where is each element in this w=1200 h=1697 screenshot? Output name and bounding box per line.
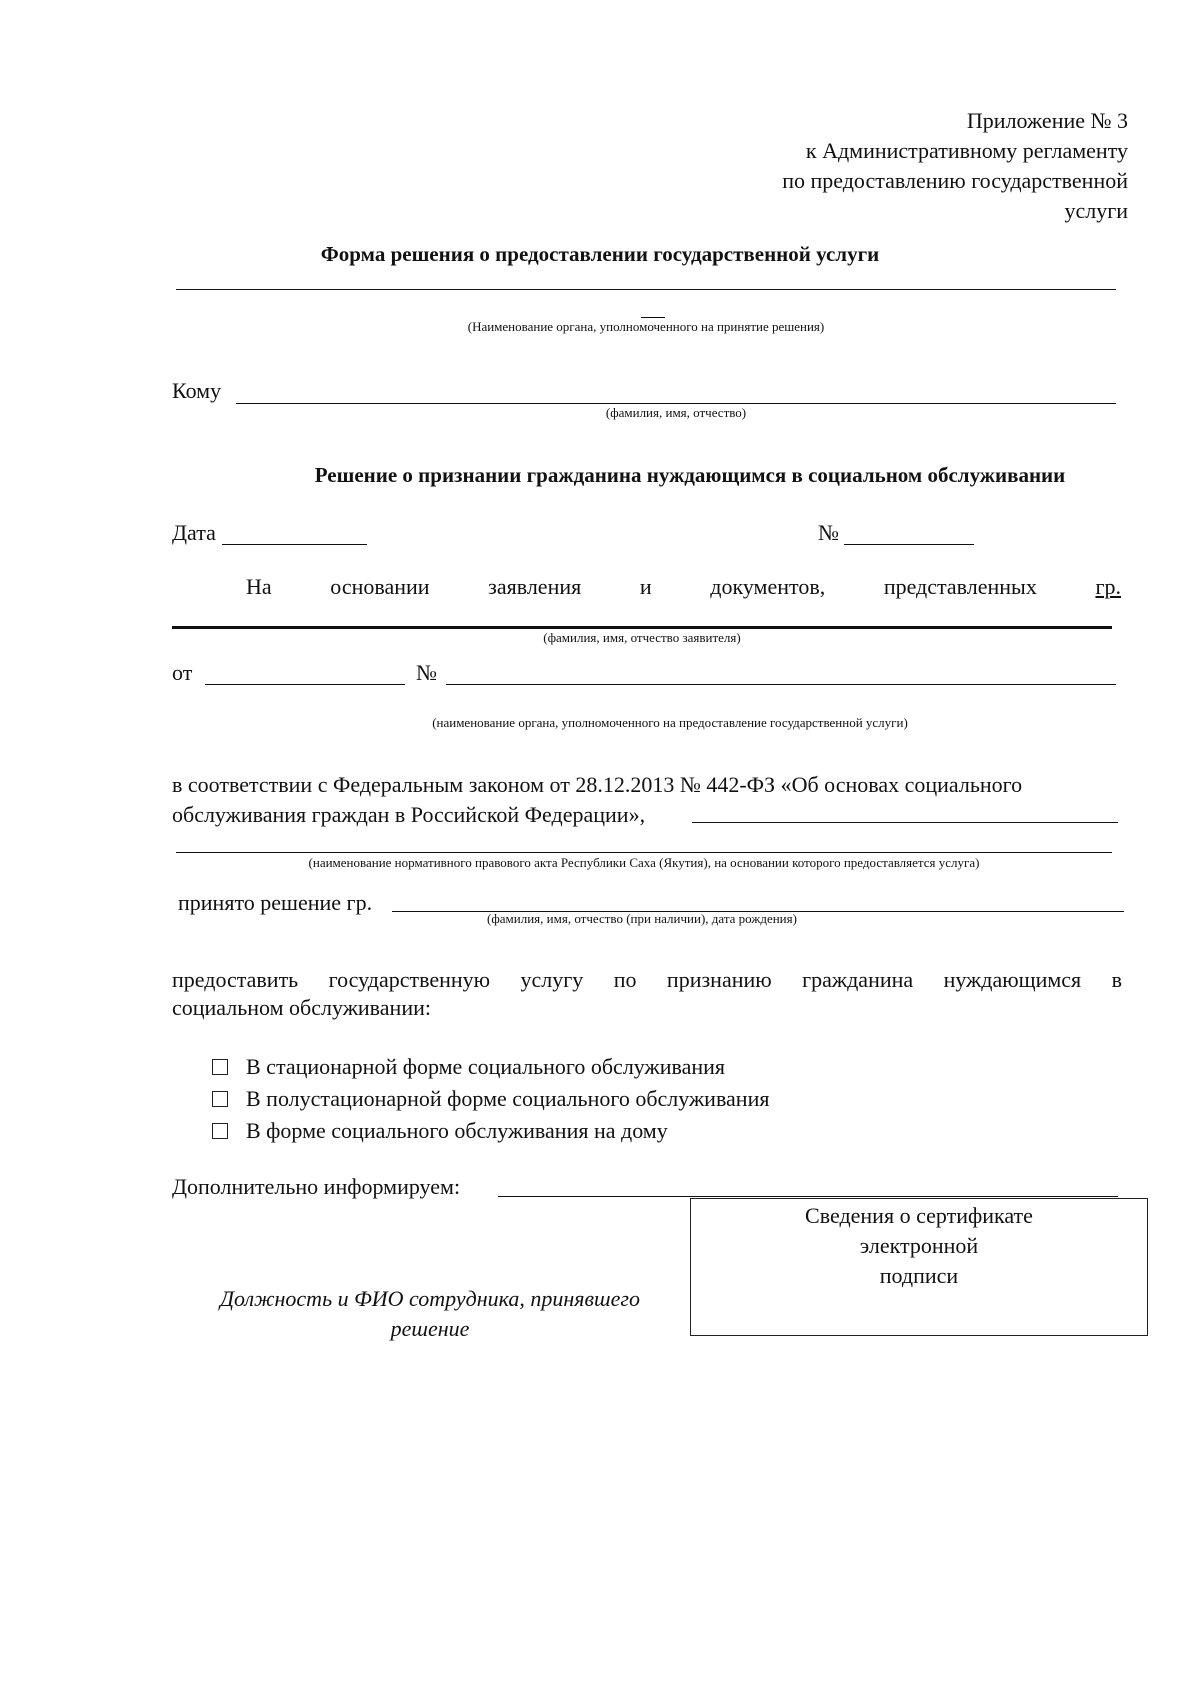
signer-block xyxy=(180,1284,680,1344)
basis-word-6: представленных xyxy=(883,574,1037,599)
applicant-caption: (фамилия, имя, отчество заявителя) xyxy=(543,630,741,645)
additional-field-line[interactable] xyxy=(498,1196,1118,1197)
from-number-field-line[interactable] xyxy=(446,684,1116,685)
checkbox-home[interactable] xyxy=(212,1123,228,1139)
option-home[interactable] xyxy=(212,1116,668,1146)
number-field-line[interactable] xyxy=(844,544,974,545)
applicant-field-line[interactable] xyxy=(172,626,1112,629)
law-caption: (наименование нормативного правового акта Республики Саха (Якутия), на основании которого предоставляется услуга) xyxy=(308,855,980,870)
signer-line-2: решение xyxy=(390,1316,470,1341)
law-field-line[interactable] xyxy=(176,852,1112,853)
option-home-label: В форме социального обслуживания на дому xyxy=(246,1118,668,1143)
certificate-box xyxy=(690,1198,1148,1336)
from-date-field-line[interactable] xyxy=(205,684,405,685)
to-caption: (фамилия, имя, отчество) xyxy=(605,405,747,420)
checkbox-semi-stationary[interactable] xyxy=(212,1091,228,1107)
certificate-line-1: Сведения о сертификате xyxy=(805,1203,1033,1228)
from-number-label: № xyxy=(416,660,437,685)
certificate-line-3: подписи xyxy=(879,1263,959,1288)
basis-line xyxy=(246,572,1121,602)
law-line-2: обслуживания граждан в Российской Федерации», xyxy=(172,802,646,827)
appendix-line-1: Приложение № 3 xyxy=(966,108,1128,133)
basis-word-7: гр. xyxy=(1095,574,1121,599)
decision-label: принято решение гр. xyxy=(178,890,373,915)
date-label: Дата xyxy=(172,520,216,545)
appendix-line-4: услуги xyxy=(1064,198,1128,223)
law-inline-field-line[interactable] xyxy=(692,822,1118,823)
decision-title: Решение о признании гражданина нуждающимся в социальном обслуживании xyxy=(314,463,1066,487)
signer-line-1: Должность и ФИО сотрудника, принявшего xyxy=(220,1286,640,1311)
decision-caption: (фамилия, имя, отчество (при наличии), дата рождения) xyxy=(487,911,797,926)
to-label: Кому xyxy=(172,378,222,403)
option-semi-stationary[interactable] xyxy=(212,1084,769,1114)
appendix-line-2: к Административному регламенту xyxy=(805,138,1128,163)
basis-word-4: и xyxy=(639,574,652,599)
certificate-line-2: электронной xyxy=(859,1233,979,1258)
from-label: от xyxy=(172,660,193,685)
basis-word-1: На xyxy=(246,574,272,599)
option-stationary-label: В стационарной форме социального обслуживания xyxy=(246,1054,726,1079)
checkbox-stationary[interactable] xyxy=(212,1059,228,1075)
authority-caption: (Наименование органа, уполномоченного на принятие решения) xyxy=(467,319,825,334)
appendix-header xyxy=(528,106,1128,226)
form-title: Форма решения о предоставлении государственной услуги xyxy=(320,242,880,266)
option-semi-stationary-label: В полустационарной форме социального обслуживания xyxy=(246,1086,770,1111)
from-caption: (наименование органа, уполномоченного на предоставление государственной услуги) xyxy=(432,715,908,730)
date-field-line[interactable] xyxy=(222,544,367,545)
basis-word-5: документов, xyxy=(710,574,826,599)
appendix-line-3: по предоставлению государственной xyxy=(782,168,1128,193)
basis-word-3: заявления xyxy=(488,574,582,599)
provide-line-2: социальном обслуживании: xyxy=(172,995,431,1020)
to-field-line[interactable] xyxy=(236,403,1116,404)
law-line-1: в соответствии с Федеральным законом от 28.12.2013 № 442-ФЗ «Об основах социального xyxy=(172,772,1023,797)
additional-label: Дополнительно информируем: xyxy=(172,1174,461,1199)
authority-field-line[interactable] xyxy=(176,289,1116,290)
authority-short-mark xyxy=(641,317,665,318)
basis-word-2: основании xyxy=(330,574,430,599)
option-stationary[interactable] xyxy=(212,1052,725,1082)
provide-line-1: предоставить государственную услугу по признанию гражданина нуждающимся в xyxy=(172,967,1122,992)
number-label: № xyxy=(818,520,839,545)
